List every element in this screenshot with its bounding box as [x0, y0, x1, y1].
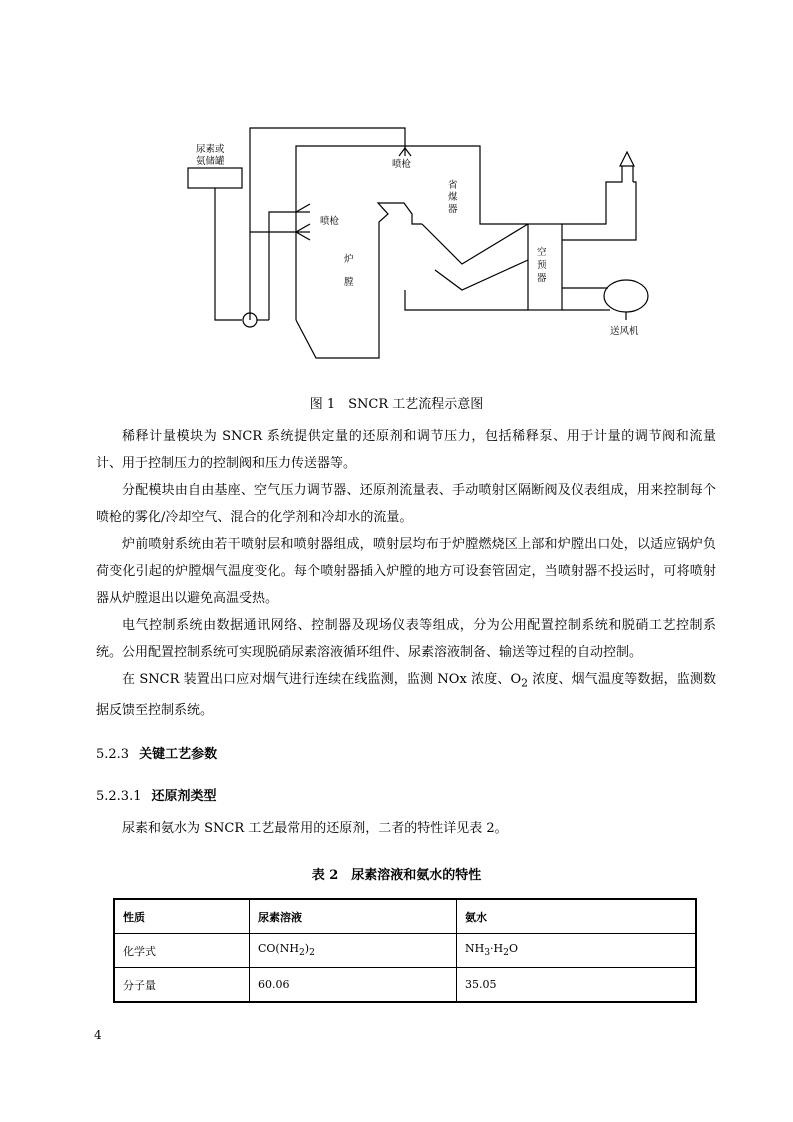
formula-sub: 2	[309, 947, 315, 959]
section-title: 还原剂类型	[151, 789, 217, 804]
paragraph: 尿素和氨水为 SNCR 工艺最常用的还原剂，二者的特性详见表 2。	[122, 821, 508, 836]
paragraph-text: 在 SNCR 装置出口应对烟气进行连续在线监测，监测 NOx 浓度、O	[122, 672, 522, 687]
paragraph: 稀释计量模块为 SNCR 系统提供定量的还原剂和调节压力，包括稀释泵、用于计量的调节阀和流量计、用于控制压力的控制阀和压力传送器等。	[96, 429, 716, 471]
page-number: 4	[94, 1028, 102, 1042]
formula-sub: 3	[484, 947, 491, 959]
table-row	[114, 934, 696, 968]
storage-tank	[188, 168, 242, 188]
table-cell: 60.06	[250, 968, 457, 1003]
economizer-label-2: 煤	[448, 192, 458, 203]
side-nozzle-label: 喷枪	[320, 216, 340, 227]
fan-icon	[604, 280, 648, 312]
preheater-label-2: 预	[537, 260, 547, 271]
table-cell: 化学式	[114, 934, 250, 968]
section-number: 5.2.3.1	[96, 789, 142, 804]
exhaust-arrow-icon	[620, 152, 634, 166]
formula-part: NH	[465, 942, 485, 956]
table-title: 表 2 尿素溶液和氨水的特性	[311, 868, 482, 883]
table-cell	[457, 934, 697, 968]
subsection-heading	[96, 785, 217, 804]
table-header: 尿素溶液	[250, 899, 457, 934]
sncr-process-diagram	[180, 120, 660, 370]
fan-label: 送风机	[610, 326, 639, 337]
economizer-duct	[422, 224, 528, 264]
formula-sub: 2	[298, 947, 305, 959]
economizer-label-1: 省	[448, 180, 458, 191]
furnace-label-2: 膛	[344, 277, 354, 288]
preheater-label-3: 器	[537, 273, 547, 284]
formula-part: CO(NH	[258, 942, 299, 956]
economizer-label-3: 器	[448, 204, 458, 215]
formula-part: )	[304, 942, 310, 956]
formula-part: ·H	[490, 942, 504, 956]
side-nozzle-icon	[296, 204, 310, 240]
section-title: 关键工艺参数	[139, 747, 218, 762]
table-header: 氨水	[457, 899, 697, 934]
paragraph-text: 浓度、烟气温度等数据，监测数据反馈至控制系统。	[96, 672, 716, 718]
formula-sub: 2	[503, 947, 509, 959]
outlet-duct	[562, 182, 636, 240]
paragraph	[96, 666, 716, 724]
table-cell	[250, 934, 457, 968]
tank-label-2: 氨储罐	[196, 156, 225, 167]
table-header-row	[114, 899, 696, 934]
table-row	[114, 968, 696, 1003]
paragraph: 电气控制系统由数据通讯网络、控制器及现场仪表等组成，分为公用配置控制系统和脱硝工艺控制系统。公用配置控制系统可实现脱硝尿素溶液循环组件、尿素溶液制备、输送等过程的自动控制。	[96, 618, 716, 660]
paragraph: 炉前喷射系统由若干喷射层和喷射器组成，喷射层均布于炉膛燃烧区上部和炉膛出口处，以适应锅炉负荷变化引起的炉膛烟气温度变化。每个喷射器插入炉膛的地方可设套管固定，当喷射器不投运时，可将喷射器从炉膛退出以避免高温受热。	[96, 537, 716, 606]
preheater-label-1: 空	[537, 247, 547, 258]
top-nozzle-label: 喷枪	[392, 159, 412, 170]
paragraph: 分配模块由自由基座、空气压力调节器、还原剂流量表、手动喷射区隔断阀及仪表组成，用来控制每个喷枪的雾化/冷却空气、混合的化学剂和冷却水的流量。	[96, 483, 716, 525]
properties-table	[113, 898, 697, 1003]
furnace-outline	[296, 146, 528, 320]
figure-caption: 图 1 SNCR 工艺流程示意图	[309, 397, 484, 412]
subscript: 2	[521, 676, 529, 690]
table-cell: 分子量	[114, 968, 250, 1003]
formula-part: O	[508, 942, 518, 956]
furnace-label-1: 炉	[344, 254, 354, 265]
table-header: 性质	[114, 899, 250, 934]
table-cell: 35.05	[457, 968, 697, 1003]
section-number: 5.2.3	[96, 747, 130, 762]
section-heading	[96, 743, 217, 762]
tank-pipe	[215, 188, 242, 320]
tank-label-1: 尿素或	[196, 144, 225, 155]
top-nozzle-icon	[399, 148, 411, 156]
